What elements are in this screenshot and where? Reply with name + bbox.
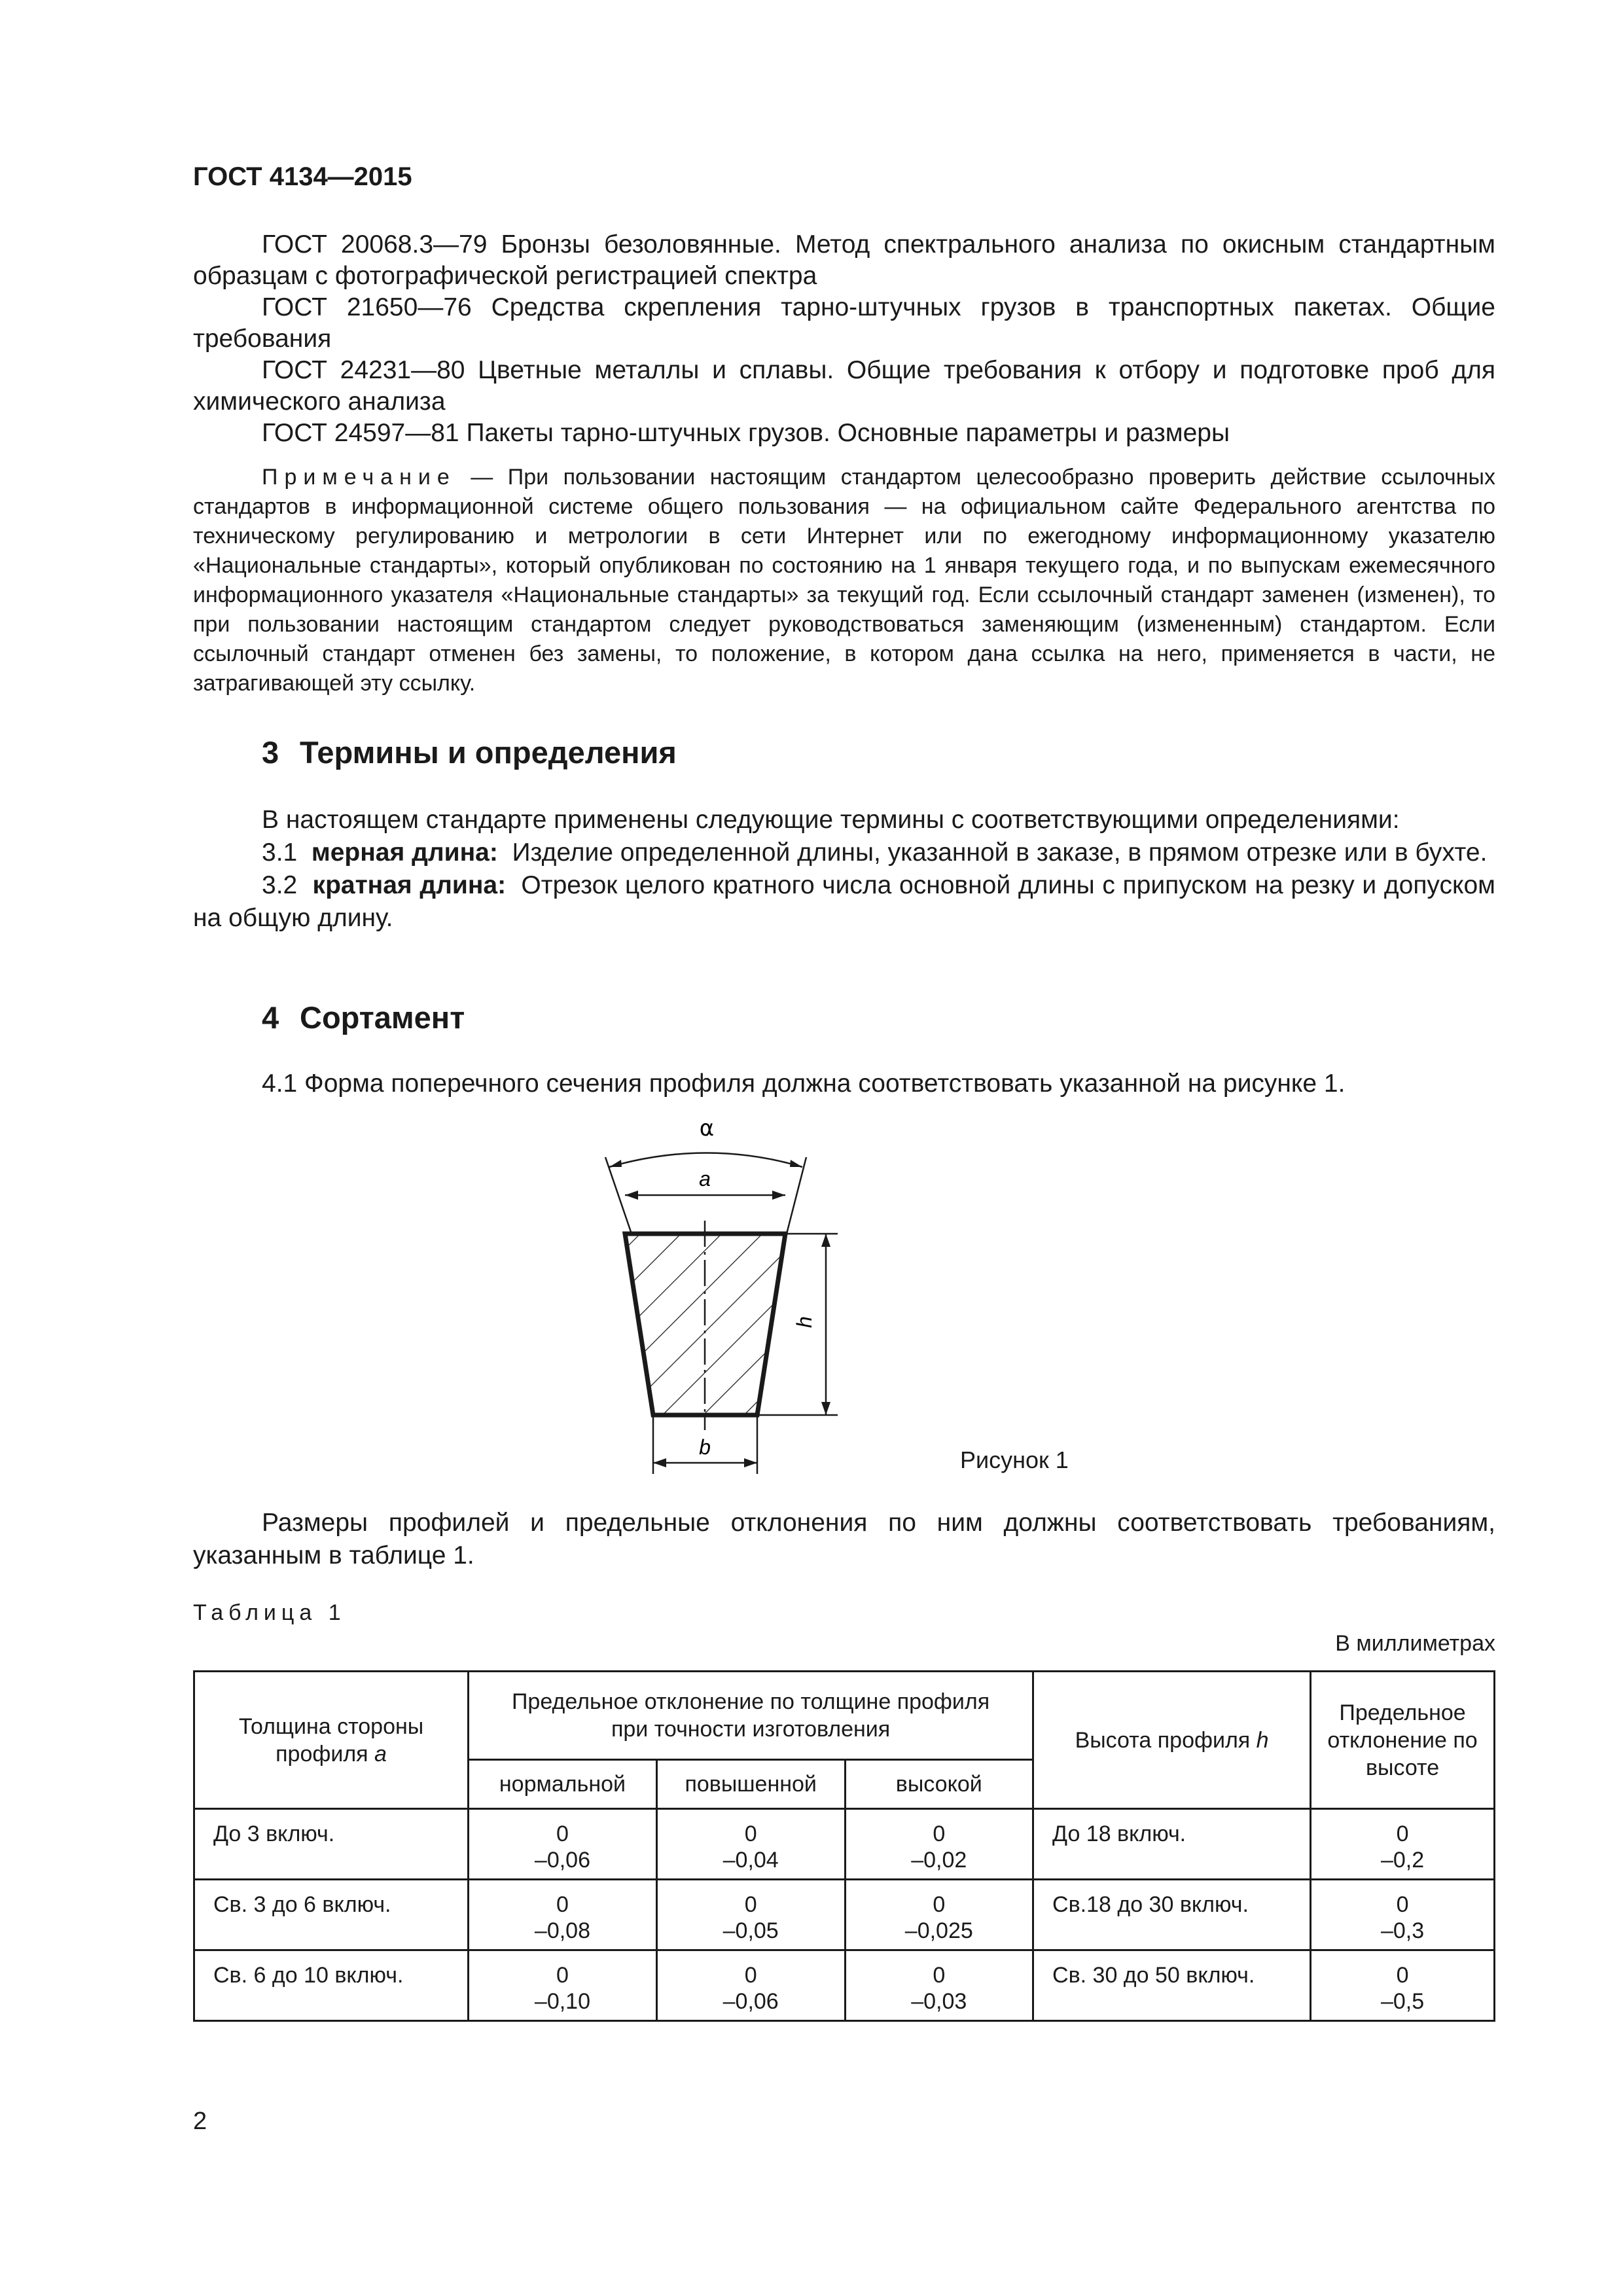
cell-high: 0 –0,025 — [845, 1880, 1033, 1950]
section-number: 4 — [262, 1000, 279, 1035]
normative-references — [193, 229, 1495, 449]
term-definition: Отрезок целого кратного числа основной длины с припуском на резку и допуском на общую длину. — [193, 871, 1495, 932]
header-increased: повышенной — [656, 1760, 845, 1809]
table-units: В миллиметрах — [1335, 1631, 1495, 1656]
arrow-head — [821, 1234, 830, 1247]
header-high: высокой — [845, 1760, 1033, 1809]
cell-increased: 0 –0,06 — [656, 1950, 845, 2021]
arrow-head — [790, 1160, 802, 1167]
reference-item: ГОСТ 24231—80 Цветные металлы и сплавы. Общие требования к отбору и подготовке проб для химического анализа — [193, 356, 1495, 416]
cell-height-deviation: 0 –0,3 — [1311, 1880, 1495, 1950]
arrow-head — [609, 1160, 622, 1167]
cell-high: 0 –0,03 — [845, 1950, 1033, 2021]
section-title: Термины и определения — [300, 735, 677, 770]
arrow-head — [821, 1402, 830, 1415]
angle-arc — [609, 1153, 802, 1168]
dimension-b-label: b — [699, 1435, 711, 1459]
note-label: Примечание — [262, 465, 456, 490]
reference-item: ГОСТ 21650—76 Средства скрепления тарно-штучных грузов в транспортных пакетах. Общие требования — [193, 293, 1495, 353]
term-definition: Изделие определенной длины, указанной в заказе, в прямом отрезке или в бухте. — [512, 838, 1488, 867]
arrow-head — [653, 1458, 666, 1467]
reference-item: ГОСТ 24597—81 Пакеты тарно-штучных грузов. Основные параметры и размеры — [262, 419, 1230, 447]
arrow-head — [625, 1191, 638, 1200]
term-item — [193, 869, 1495, 935]
table-row — [194, 1809, 1495, 1880]
requirements-paragraph: Размеры профилей и предельные отклонения по ним должны соответствовать требованиям, указанным в таблице 1. — [193, 1509, 1495, 1570]
figure-caption: Рисунок 1 — [960, 1446, 1069, 1473]
document-code: ГОСТ 4134—2015 — [193, 162, 412, 191]
page-number: 2 — [193, 2108, 207, 2135]
header-normal: нормальной — [469, 1760, 657, 1809]
terms-block — [193, 804, 1495, 935]
table-row — [194, 1880, 1495, 1950]
section-title: Сортамент — [300, 1000, 465, 1035]
term-item — [193, 836, 1495, 869]
cell-height: Св.18 до 30 включ. — [1033, 1880, 1311, 1950]
dimension-h-label: h — [793, 1316, 816, 1328]
cell-thickness: Св. 6 до 10 включ. — [194, 1950, 469, 2021]
cell-increased: 0 –0,05 — [656, 1880, 845, 1950]
table-row — [194, 1950, 1495, 2021]
note-paragraph — [193, 463, 1495, 698]
profile-cross-section-figure — [589, 1113, 851, 1486]
section-number: 3 — [262, 735, 279, 770]
dimension-a-label: a — [699, 1167, 711, 1191]
section-4-heading — [262, 999, 465, 1035]
cell-height: Св. 30 до 50 включ. — [1033, 1950, 1311, 2021]
cell-height-deviation: 0 –0,2 — [1311, 1809, 1495, 1880]
term-number: 3.2 — [262, 871, 298, 899]
term-name: мерная длина: — [311, 838, 498, 867]
table-header-row — [194, 1672, 1495, 1760]
table-label: Таблица 1 — [193, 1600, 346, 1625]
term-name: кратная длина: — [312, 871, 507, 899]
angle-extension-line — [787, 1157, 806, 1234]
section-3-heading — [262, 734, 677, 770]
header-height: Высота профиля h — [1033, 1672, 1311, 1809]
cell-height: До 18 включ. — [1033, 1809, 1311, 1880]
header-height-deviation: Предельное отклонение по высоте — [1311, 1672, 1495, 1809]
cell-normal: 0 –0,10 — [469, 1950, 657, 2021]
cell-high: 0 –0,02 — [845, 1809, 1033, 1880]
cell-normal: 0 –0,08 — [469, 1880, 657, 1950]
cell-increased: 0 –0,04 — [656, 1809, 845, 1880]
cell-thickness: До 3 включ. — [194, 1809, 469, 1880]
header-thickness: Толщина стороны профиля a — [194, 1672, 469, 1809]
angle-alpha-label: α — [699, 1115, 715, 1141]
dimensions-table — [193, 1670, 1495, 2022]
arrow-head — [744, 1458, 757, 1467]
clause-4-1: 4.1 Форма поперечного сечения профиля должна соответствовать указанной на рисунке 1. — [262, 1069, 1346, 1098]
cell-height-deviation: 0 –0,5 — [1311, 1950, 1495, 2021]
arrow-head — [772, 1191, 785, 1200]
terms-intro: В настоящем стандарте применены следующие термины с соответствующими определениями: — [262, 806, 1400, 834]
reference-item: ГОСТ 20068.3—79 Бронзы безоловянные. Метод спектрального анализа по окисным стандартным образцам с фотографической регистрацией спектра — [193, 230, 1495, 290]
note-text: — При пользовании настоящим стандартом целесообразно проверить действие ссылочных стандартов в информационной системе общего пользования — на официальном сайте Федерального агентства по техническому регулированию и метрологии в сети Интернет или по ежегодному информационному указателю «Национальные стандарты», который опубликован по состоянию на 1 января текущего года, и по выпускам ежемесячного информационного указателя «Национальные стандарты» за текущий год. Если ссылочный стандарт заменен (изменен), то при пользовании настоящим стандартом следует руководствоваться заменяющим (измененным) стандартом. Если ссылочный стандарт отменен без замены, то положение, в котором дана ссылка на него, применяется в части, не затрагивающей эту ссылку. — [193, 465, 1495, 696]
header-deviation-group: Предельное отклонение по толщине профиля при точности изготовления — [469, 1672, 1033, 1760]
term-number: 3.1 — [262, 838, 298, 867]
cell-normal: 0 –0,06 — [469, 1809, 657, 1880]
cell-thickness: Св. 3 до 6 включ. — [194, 1880, 469, 1950]
